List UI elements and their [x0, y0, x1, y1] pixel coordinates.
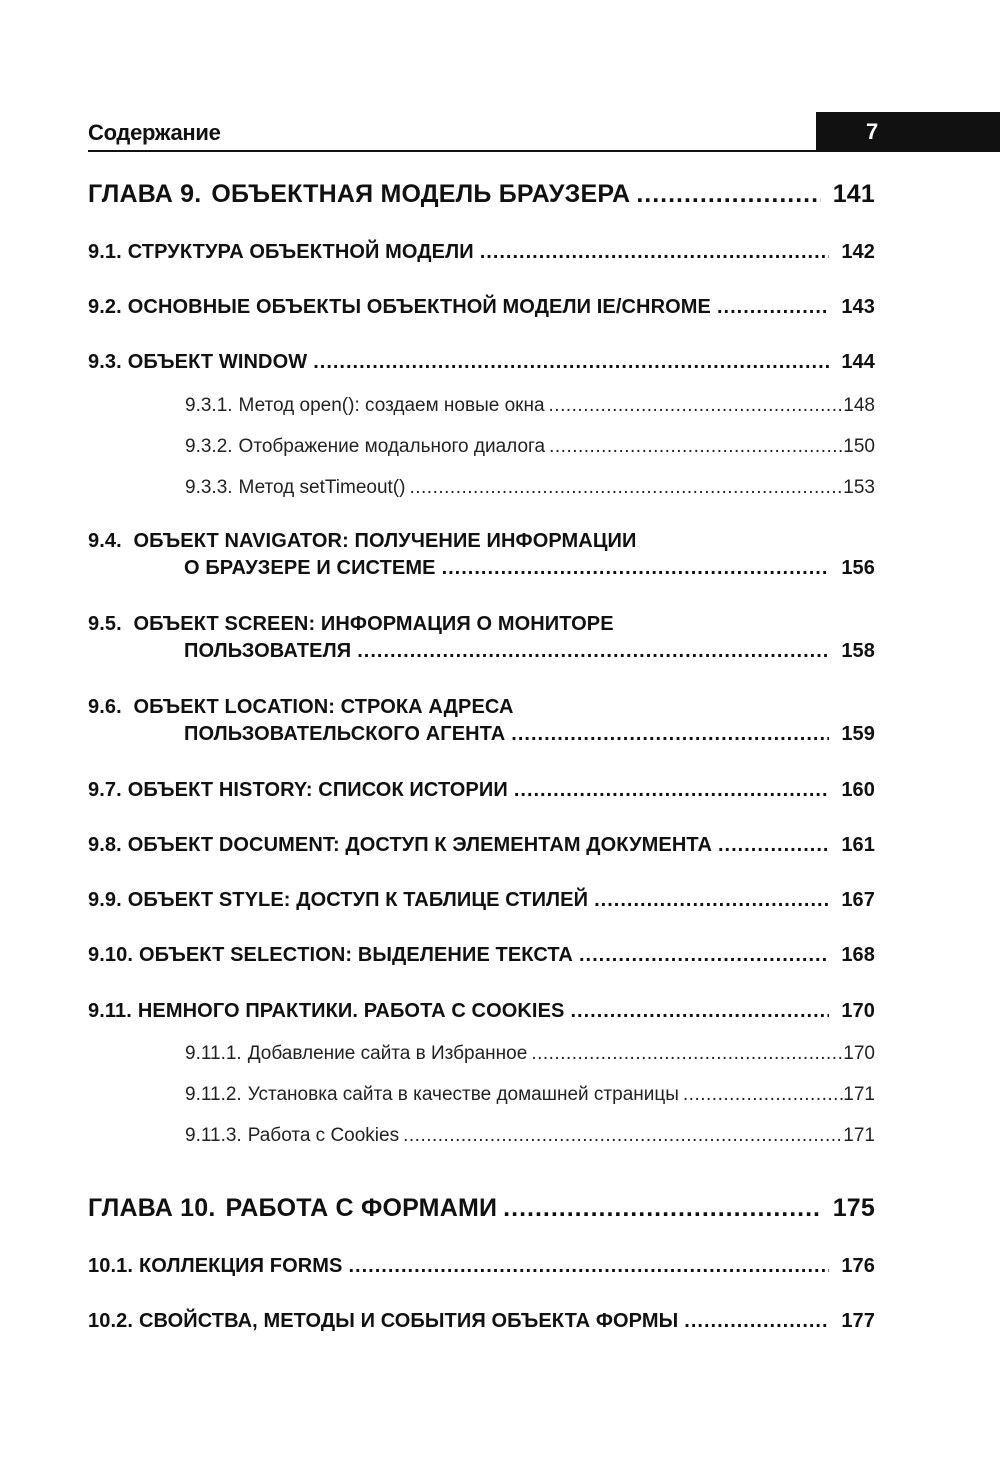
dot-leader [594, 889, 829, 912]
toc-label: ОБЪЕКТ STYLE: ДОСТУП К ТАБЛИЦЕ СТИЛЕЙ [127, 889, 589, 911]
toc-page: 148 [843, 395, 875, 416]
toc-number: ГЛАВА 9. [88, 180, 202, 208]
toc-line-1 [88, 613, 875, 636]
toc-page: 160 [841, 779, 875, 801]
toc-label: ОБЪЕКТНАЯ МОДЕЛЬ БРАУЗЕРА [211, 180, 631, 208]
toc-label: ОСНОВНЫЕ ОБЪЕКТЫ ОБЪЕКТНОЙ МОДЕЛИ IE/CHROME [127, 296, 711, 318]
toc-chapter-9[interactable] [88, 180, 875, 209]
toc-page: 168 [841, 944, 875, 966]
toc-label: ОБЪЕКТ HISTORY: СПИСОК ИСТОРИИ [127, 779, 508, 801]
dot-leader [683, 1084, 843, 1106]
toc-number: 10.1. [88, 1255, 133, 1277]
toc-subsection-9-11-3[interactable] [185, 1125, 875, 1147]
toc-label: СВОЙСТВА, МЕТОДЫ И СОБЫТИЯ ОБЪЕКТА ФОРМЫ [138, 1310, 679, 1332]
toc-section-9-10[interactable] [88, 944, 875, 967]
toc-page: 171 [843, 1125, 875, 1146]
toc-number: 9.11.1. [185, 1043, 242, 1064]
toc-line-1 [88, 530, 875, 553]
dot-leader [313, 351, 829, 374]
toc-number: 9.3.1. [185, 395, 233, 416]
toc-page: 158 [841, 640, 875, 662]
toc-subsection-9-3-3[interactable] [185, 477, 875, 499]
toc-label: ОБЪЕКТ NAVIGATOR: ПОЛУЧЕНИЕ ИНФОРМАЦИИ [133, 530, 637, 552]
toc-label-continuation: ПОЛЬЗОВАТЕЛЬСКОГО АГЕНТА [184, 723, 506, 745]
toc-label: РАБОТА С ФОРМАМИ [225, 1194, 498, 1222]
toc-number: 9.11.2. [185, 1084, 242, 1105]
toc-section-9-1[interactable] [88, 241, 875, 264]
toc-section-10-2[interactable] [88, 1310, 875, 1333]
toc-label: ОБЪЕКТ LOCATION: СТРОКА АДРЕСА [133, 696, 514, 718]
toc-page: 159 [841, 723, 875, 745]
toc-label: КОЛЛЕКЦИЯ FORMS [138, 1255, 343, 1277]
dot-leader [684, 1310, 829, 1333]
toc-page: 170 [843, 1043, 875, 1064]
header-page-number: 7 [816, 112, 1000, 152]
toc-line-1 [88, 696, 875, 719]
toc-line-2 [88, 723, 875, 746]
toc-page: 156 [841, 557, 875, 579]
toc-section-10-1[interactable] [88, 1255, 875, 1278]
toc-number: 9.11.3. [185, 1125, 242, 1146]
toc-number: 9.6. [88, 696, 122, 718]
dot-leader [442, 557, 830, 580]
header-title: Содержание [88, 120, 221, 145]
toc-section-9-8[interactable] [88, 834, 875, 857]
toc-label: Метод setTimeout() [238, 477, 406, 498]
toc-section-9-11[interactable] [88, 1000, 875, 1023]
toc-section-9-2[interactable] [88, 296, 875, 319]
dot-leader [349, 1255, 830, 1278]
toc-section-9-3[interactable] [88, 351, 875, 374]
toc-label-continuation: ПОЛЬЗОВАТЕЛЯ [184, 640, 352, 662]
toc-page: 141 [832, 180, 875, 208]
toc-page: 144 [841, 351, 875, 373]
toc-subsection-9-3-1[interactable] [185, 395, 875, 417]
dot-leader [357, 640, 829, 663]
toc-page: 150 [843, 436, 875, 457]
dot-leader [409, 477, 843, 499]
page-header [88, 112, 1000, 152]
dot-leader [511, 723, 829, 746]
toc-label: Метод open(): создаем новые окна [238, 395, 545, 416]
dot-leader [570, 1000, 829, 1023]
toc-label: Работа с Cookies [247, 1125, 400, 1146]
toc-subsection-9-11-2[interactable] [185, 1084, 875, 1106]
toc-line-2 [88, 640, 875, 663]
toc-page: 143 [841, 296, 875, 318]
toc-label: СТРУКТУРА ОБЪЕКТНОЙ МОДЕЛИ [127, 241, 474, 263]
toc-page: 142 [841, 241, 875, 263]
toc-number: 9.2. [88, 296, 122, 318]
toc-page: 175 [832, 1194, 875, 1222]
dot-leader [531, 1043, 843, 1065]
dot-leader [503, 1194, 821, 1223]
dot-leader [480, 241, 830, 264]
toc-number: 9.3.3. [185, 477, 233, 498]
toc-label: НЕМНОГО ПРАКТИКИ. РАБОТА С COOKIES [137, 1000, 565, 1022]
toc-number: 9.1. [88, 241, 122, 263]
toc-page: 171 [843, 1084, 875, 1105]
toc-label-continuation: О БРАУЗЕРЕ И СИСТЕМЕ [184, 557, 436, 579]
toc-section-9-4[interactable] [88, 530, 875, 580]
dot-leader [403, 1125, 843, 1147]
toc-page: 161 [841, 834, 875, 856]
toc-page: 177 [841, 1310, 875, 1332]
toc-label: ОБЪЕКТ DOCUMENT: ДОСТУП К ЭЛЕМЕНТАМ ДОКУМЕНТА [127, 834, 712, 856]
dot-leader [514, 779, 830, 802]
dot-leader [579, 944, 829, 967]
toc-number: 10.2. [88, 1310, 133, 1332]
toc-number: 9.11. [88, 1000, 132, 1022]
dot-leader [717, 296, 829, 319]
dot-leader [549, 395, 844, 417]
toc-number: 9.3. [88, 351, 122, 373]
toc-page: 153 [843, 477, 875, 498]
toc-number: 9.4. [88, 530, 122, 552]
toc-number: 9.3.2. [185, 436, 233, 457]
toc-label: Отображение модального диалога [238, 436, 546, 457]
toc-subsection-9-3-2[interactable] [185, 436, 875, 458]
dot-leader [636, 180, 820, 209]
toc-label: ОБЪЕКТ SCREEN: ИНФОРМАЦИЯ О МОНИТОРЕ [133, 613, 614, 635]
toc-section-9-5[interactable] [88, 613, 875, 663]
toc-label: Установка сайта в качестве домашней страницы [247, 1084, 679, 1105]
toc-label: ОБЪЕКТ SELECTION: ВЫДЕЛЕНИЕ ТЕКСТА [138, 944, 573, 966]
toc-number: 9.8. [88, 834, 122, 856]
toc-line-2 [88, 557, 875, 580]
toc-section-9-7[interactable] [88, 779, 875, 802]
toc-number: 9.9. [88, 889, 122, 911]
toc-label: Добавление сайта в Избранное [247, 1043, 528, 1064]
dot-leader [718, 834, 829, 857]
toc-number: 9.10. [88, 944, 133, 966]
toc-label: ОБЪЕКТ WINDOW [127, 351, 308, 373]
dot-leader [549, 436, 843, 458]
toc-chapter-10[interactable] [88, 1194, 875, 1223]
toc-page: 176 [841, 1255, 875, 1277]
toc-number: 9.7. [88, 779, 122, 801]
toc-section-9-6[interactable] [88, 696, 875, 746]
toc-page: 167 [841, 889, 875, 911]
toc-section-9-9[interactable] [88, 889, 875, 912]
toc-number: ГЛАВА 10. [88, 1194, 216, 1222]
toc-number: 9.5. [88, 613, 122, 635]
toc-page: 170 [841, 1000, 875, 1022]
toc-subsection-9-11-1[interactable] [185, 1043, 875, 1065]
